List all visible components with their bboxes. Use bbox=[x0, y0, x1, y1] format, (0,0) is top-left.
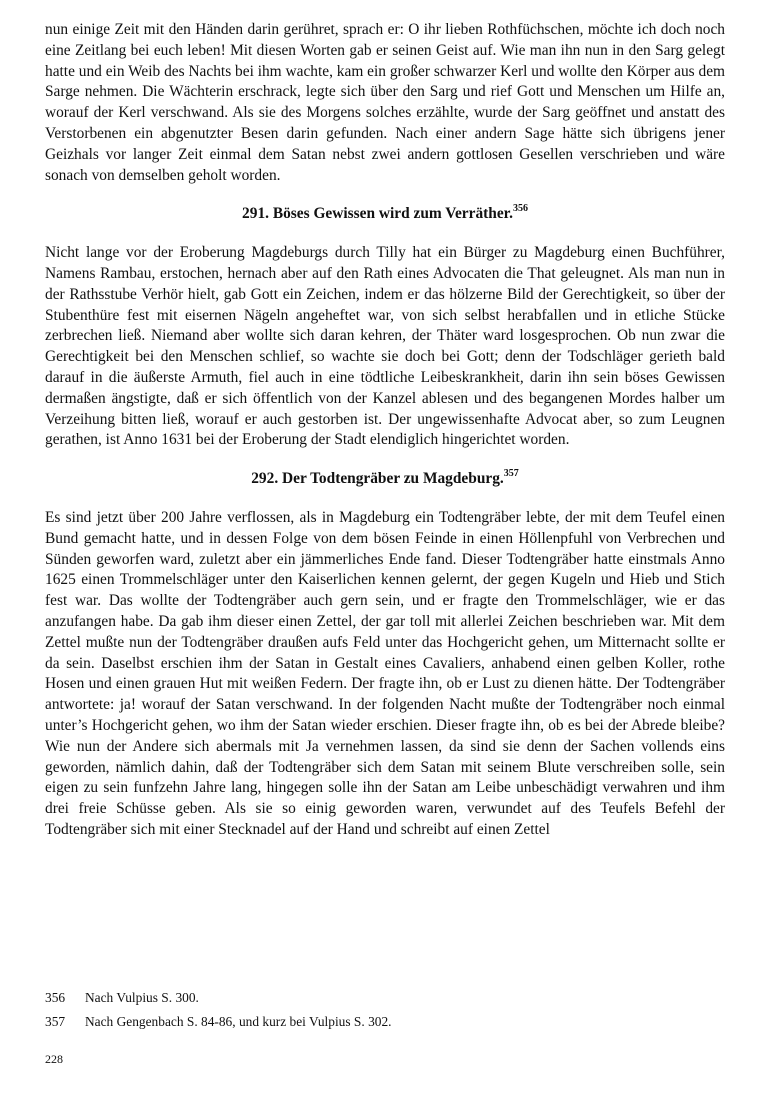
footnote-number: 357 bbox=[45, 1013, 66, 1029]
footnotes bbox=[45, 986, 725, 1033]
footnote-marker[interactable]: 356 bbox=[512, 203, 528, 215]
footnote-text: Nach Vulpius S. 300. bbox=[85, 990, 199, 1005]
footnote-number: 356 bbox=[45, 990, 66, 1005]
section-title: 291. Böses Gewissen wird zum Verräther. bbox=[242, 205, 513, 223]
footnote-text: Nach Gengenbach S. 84-86, und kurz bei Vulpius S. 302. bbox=[85, 1013, 392, 1029]
section-body-291: Nicht lange vor der Eroberung Magdeburgs durch Tilly hat ein Bürger zu Magdeburg einen Buchführer, Namens Rambau, erstochen, hernach aber auf den Rath eines Advocaten die That geleugnet. Als man nun in der Rathsstube Verhör hielt, gab Gott ein Zeichen, indem er das hölzerne Bild der Gerechtigkeit, so über der Stubenthüre fest mit eisernen Nägeln angeheftet war, von sich selbst herabfallen und in etliche Stücke zerbrechen ließ. Niemand aber wollte sich daran kehren, der Thäter ward losgesprochen. Ob nun zwar die Gerechtigkeit bei den Menschen schlief, so wachte sie doch bei Gott; denn der Todschläger gerieth bald darauf in die äußerste Armuth, fiel auch in eine tödtliche Leibeskrankheit, darin ihn sein böses Gewissen dermaßen ängstigte, daß er sich öffentlich von der Kanzel ablesen und des begangenen Mordes halber um Verzeihung bitten ließ, worauf er auch gestorben ist. Der ungewissenhafte Advocat aber, so zum Leugnen gerathen, ist Anno 1631 bei der Eroberung der Stadt elendiglich hingerichtet worden. bbox=[45, 244, 725, 449]
footnote-357 bbox=[45, 1010, 725, 1034]
section-body-292: Es sind jetzt über 200 Jahre verflossen, als in Magdeburg ein Todtengräber lebte, der mit dem Teufel einen Bund gemacht hatte, und in dessen Folge von dem bösen Feinde in einen Höllenpfuhl von Verbrechen und Sünden geworfen ward, zuletzt aber ein jämmerliches Ende fand. Dieser Todtengräber hatte einstmals Anno 1625 einen Trommelschläger unter den Kaiserlichen kennen gelernt, der gegen Kugeln und Hieb und Stich fest war. Das wollte der Todtengräber auch gern sein, und er fragte den Trommelschläger, wie er das anzufangen habe. Da gab ihm dieser einen Zettel, der gar toll mit allerlei Zeichen beschrieben war. Mit dem Zettel mußte nun der Todtengräber draußen aufs Feld unter das Hochgericht gehen, um Mitternacht sollte er da sein. Daselbst erschien ihm der Satan in Gestalt eines Cavaliers, anhabend einen gelben Koller, rothe Hosen und einen grauen Hut mit weißen Federn. Der fragte ihn, ob er Lust zu dienen hätte. Der Todtengräber antwortete: ja! worauf der Satan verschwand. In der folgenden Nacht mußte der Todtengräber noch einmal unter’s Hochgericht gehen, wo ihm der Satan wieder erschien. Dieser fragte ihn, ob es bei der Abrede bleibe? Wie nun der Andere sich abermals mit Ja vernehmen lassen, da sind sie denn der Sachen vollends eins geworden, nämlich dahin, daß der Todtengräber sich dem Satan mit seinem Blute verschreiben solle, sein eigen zu sein funfzehn Jahre lang, hingegen solle ihn der Satan am Leibe unbeschädigt verwahren und ihm drei freie Schüsse geben. Als sie so einig geworden waren, verwundet auf des Teufels Befehl der Todtengräber sich mit einer Stecknadel auf der Hand und schreibt auf einen Zettel bbox=[45, 508, 725, 838]
page-body bbox=[45, 20, 725, 841]
footnote-marker[interactable]: 357 bbox=[503, 468, 519, 480]
opening-paragraph: nun einige Zeit mit den Händen darin gerühret, sprach er: O ihr lieben Rothfüchschen, möchte ich doch noch eine Zeitlang bei euch leben! Mit diesen Worten gab er seinen Geist auf. Wie man ihn nun in den Sarg gelegt hatte und ein Weib des Nachts bei ihm wachte, kam ein großer schwarzer Kerl und wollte den Körper aus dem Sarge nehmen. Die Wächterin erschrack, legte sich über den Sarg und rief Gott und Menschen um Hilfe an, worauf der Kerl verschwand. Als sie des Morgens solches erzählte, wurde der Sarg geöffnet und anstatt des Verstorbenen ein abgenutzter Besen darin gefunden. Nach einer andern Sage hätte sich übrigens jener Geizhals vor langer Zeit einmal dem Satan nebst zwei andern gottlosen Gesellen verschrieben und wäre sonach von demselben geholt worden. bbox=[45, 21, 725, 184]
section-heading-291 bbox=[45, 204, 725, 225]
footnote-356 bbox=[45, 986, 725, 1010]
section-heading-292 bbox=[45, 469, 725, 490]
section-title: 292. Der Todtengräber zu Magdeburg. bbox=[251, 470, 504, 488]
page-number: 228 bbox=[45, 1052, 63, 1066]
